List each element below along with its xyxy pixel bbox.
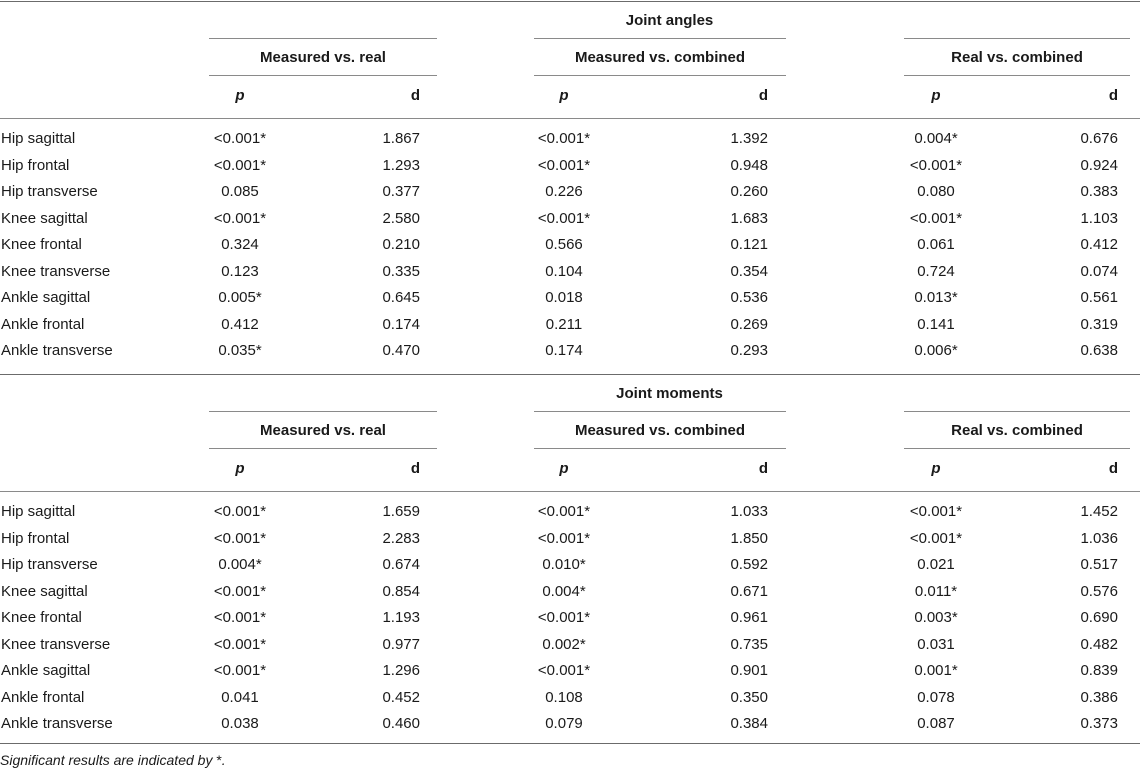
cell-p: 0.018 [545,289,583,306]
cell-d: 0.517 [1080,556,1118,573]
row-label: Ankle sagittal [1,662,91,679]
column-header-d-angles-2: d [1108,87,1118,104]
group-rule-moments-1 [534,411,786,412]
cell-p: 0.041 [221,688,259,706]
cell-p: <0.001* [213,529,267,547]
group-rule-angles-2 [904,38,1130,39]
cell-p: 0.006* [914,342,958,359]
column-header-d-angles-1: d [758,87,768,104]
cell-d: 1.036 [1080,529,1118,547]
cell-d: 1.033 [730,503,768,520]
group-header-angles-2: Real vs. combined [951,49,1083,66]
rule-top-moments [0,374,1140,375]
cell-d: 0.377 [382,183,420,200]
column-header-p-angles-2: p [931,87,941,104]
cell-p: 0.141 [917,315,955,333]
row-label: Knee transverse [1,635,111,653]
cell-p: 0.412 [221,315,259,333]
cell-p: 0.174 [545,342,583,359]
cell-d: 0.977 [382,635,420,653]
cell-p: 0.002* [542,635,586,653]
column-header-d-moments-0: d [410,460,420,477]
cell-p: 0.061 [917,236,955,253]
rule-top-angles [0,1,1140,2]
section-title-moments: Joint moments [616,385,723,402]
row-label: Hip sagittal [1,130,76,147]
row-label: Knee transverse [1,262,111,280]
cell-d: 0.482 [1080,635,1118,653]
cell-p: 0.211 [545,315,583,333]
cell-d: 0.121 [730,236,768,253]
cell-p: 0.724 [917,262,955,280]
cell-d: 0.350 [730,688,768,706]
cell-d: 0.735 [730,635,768,653]
footnote-end: . [221,752,226,768]
row-label: Hip frontal [1,529,70,547]
cell-p: <0.001* [537,156,591,174]
cell-p: 0.005* [218,289,262,306]
group-rule-moments-2 [904,411,1130,412]
cell-d: 0.260 [730,183,768,200]
cell-d: 0.074 [1080,262,1118,280]
cell-d: 0.924 [1080,156,1118,174]
cell-p: <0.001* [537,503,591,520]
footnote-symbol: * [216,752,222,768]
row-label: Knee frontal [1,609,82,626]
subgroup-rule-angles-0 [209,75,437,76]
footnote-text: Significant results are indicated by [0,752,217,768]
cell-d: 0.373 [1080,715,1118,732]
cell-d: 0.690 [1080,609,1118,626]
cell-d: 0.536 [730,289,768,306]
cell-d: 2.580 [382,209,420,227]
cell-d: 1.850 [730,529,768,547]
cell-d: 1.683 [730,209,768,227]
rule-bottom [0,743,1140,744]
cell-d: 0.386 [1080,688,1118,706]
group-rule-moments-0 [209,411,437,412]
cell-p: <0.001* [213,503,267,520]
cell-d: 0.383 [1080,183,1118,200]
group-header-angles-0: Measured vs. real [260,49,386,66]
cell-d: 0.576 [1080,582,1118,600]
cell-p: 0.566 [545,236,583,253]
cell-p: 0.003* [914,609,958,626]
cell-d: 0.452 [382,688,420,706]
subgroup-rule-moments-0 [209,448,437,449]
cell-p: 0.108 [545,688,583,706]
cell-p: <0.001* [909,529,963,547]
cell-d: 1.193 [382,609,420,626]
cell-d: 0.839 [1080,662,1118,679]
row-label: Ankle transverse [1,715,113,732]
cell-p: 0.324 [221,236,259,253]
cell-d: 1.867 [382,130,420,147]
subgroup-rule-moments-2 [904,448,1130,449]
cell-d: 0.460 [382,715,420,732]
cell-d: 2.283 [382,529,420,547]
cell-d: 0.671 [730,582,768,600]
cell-d: 0.470 [382,342,420,359]
cell-d: 0.638 [1080,342,1118,359]
cell-p: <0.001* [537,609,591,626]
cell-p: 0.123 [221,262,259,280]
header-rule-moments [0,491,1140,492]
cell-d: 1.452 [1080,503,1118,520]
group-rule-angles-0 [209,38,437,39]
row-label: Ankle sagittal [1,289,91,306]
cell-d: 1.293 [382,156,420,174]
cell-d: 0.901 [730,662,768,679]
cell-p: 0.004* [218,556,262,573]
row-label: Knee sagittal [1,582,88,600]
cell-p: 0.011* [914,582,958,600]
column-header-d-moments-2: d [1108,460,1118,477]
cell-d: 0.354 [730,262,768,280]
row-label: Hip frontal [1,156,70,174]
cell-p: <0.001* [537,209,591,227]
cell-p: <0.001* [213,209,267,227]
group-header-moments-0: Measured vs. real [260,422,386,439]
cell-p: <0.001* [213,635,267,653]
row-label: Knee sagittal [1,209,88,227]
cell-p: 0.010* [542,556,586,573]
cell-p: <0.001* [213,582,267,600]
cell-d: 0.948 [730,156,768,174]
cell-p: <0.001* [213,609,267,626]
row-label: Hip transverse [1,183,98,200]
cell-p: 0.038 [221,715,259,732]
cell-p: 0.001* [914,662,958,679]
section-title-angles: Joint angles [625,12,714,29]
row-label: Hip transverse [1,556,98,573]
cell-p: <0.001* [213,130,267,147]
cell-p: <0.001* [213,662,267,679]
group-header-moments-1: Measured vs. combined [574,422,746,439]
cell-p: 0.013* [914,289,958,306]
cell-d: 1.103 [1080,209,1118,227]
row-label: Hip sagittal [1,503,76,520]
cell-d: 0.961 [730,609,768,626]
cell-d: 0.676 [1080,130,1118,147]
cell-p: <0.001* [213,156,267,174]
cell-d: 0.854 [382,582,420,600]
cell-p: 0.080 [917,183,955,200]
cell-p: <0.001* [537,662,591,679]
column-header-p-moments-1: p [559,460,569,477]
cell-p: <0.001* [537,130,591,147]
cell-p: 0.078 [917,688,955,706]
cell-d: 0.412 [1080,236,1118,253]
cell-p: <0.001* [537,529,591,547]
cell-p: <0.001* [909,156,963,174]
cell-d: 0.174 [382,315,420,333]
cell-d: 0.645 [382,289,420,306]
header-rule-angles [0,118,1140,119]
cell-d: 0.384 [730,715,768,732]
column-header-d-moments-1: d [758,460,768,477]
cell-d: 0.210 [382,236,420,253]
cell-p: 0.004* [542,582,586,600]
cell-p: <0.001* [909,503,963,520]
subgroup-rule-angles-2 [904,75,1130,76]
cell-p: 0.226 [545,183,583,200]
column-header-p-angles-0: p [235,87,245,104]
cell-p: 0.035* [218,342,262,359]
table-footnote [0,751,226,769]
cell-d: 1.659 [382,503,420,520]
group-header-moments-2: Real vs. combined [951,422,1083,439]
column-header-p-angles-1: p [559,87,569,104]
cell-d: 0.293 [730,342,768,359]
row-label: Ankle transverse [1,342,113,359]
subgroup-rule-moments-1 [534,448,786,449]
cell-d: 0.561 [1080,289,1118,306]
column-header-p-moments-2: p [931,460,941,477]
cell-p: 0.021 [917,556,955,573]
cell-d: 0.674 [382,556,420,573]
cell-p: 0.031 [917,635,955,653]
cell-d: 0.319 [1080,315,1118,333]
cell-p: 0.087 [917,715,955,732]
row-label: Ankle frontal [1,315,85,333]
row-label: Ankle frontal [1,688,85,706]
cell-d: 0.592 [730,556,768,573]
group-rule-angles-1 [534,38,786,39]
column-header-d-angles-0: d [410,87,420,104]
column-header-p-moments-0: p [235,460,245,477]
cell-d: 1.296 [382,662,420,679]
cell-d: 1.392 [730,130,768,147]
subgroup-rule-angles-1 [534,75,786,76]
cell-d: 0.269 [730,315,768,333]
cell-p: 0.085 [221,183,259,200]
cell-p: 0.004* [914,130,958,147]
cell-p: 0.104 [545,262,583,280]
group-header-angles-1: Measured vs. combined [574,49,746,66]
cell-p: <0.001* [909,209,963,227]
cell-d: 0.335 [382,262,420,280]
row-label: Knee frontal [1,236,82,253]
cell-p: 0.079 [545,715,583,732]
